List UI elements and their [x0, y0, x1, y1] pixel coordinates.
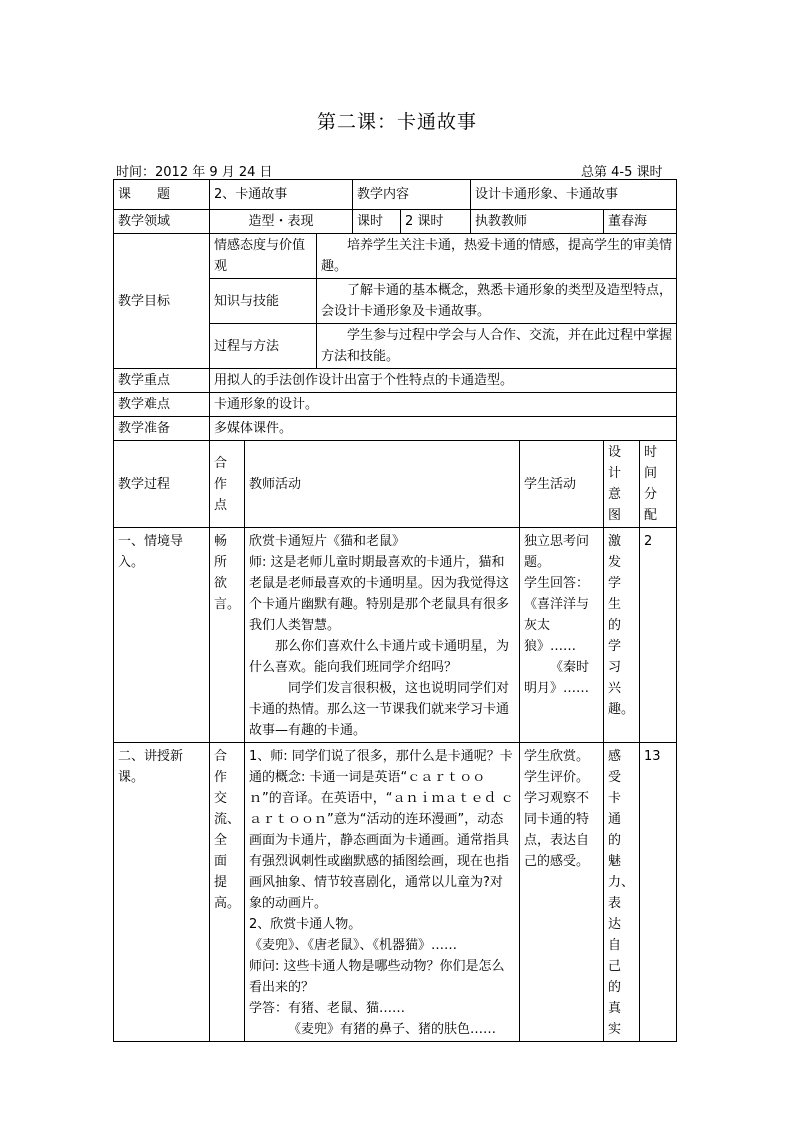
focus-value: 用拟人的手法创作设计出富于个性特点的卡通造型。 — [210, 369, 677, 393]
field-value: 造型・表现 — [210, 210, 353, 234]
teacher-value: 董春海 — [604, 210, 677, 234]
goal-name: 知识与技能 — [210, 279, 317, 324]
stage-name: 二、讲授新课。 — [114, 743, 210, 1042]
process-header-row — [114, 441, 677, 528]
stage-teacher-activity: 1、师: 同学们说了很多，那什么是卡通呢？卡通的概念: 卡通一词是英语“ｃａｒｔｏｏｎ”的音译。在英语中，“ａｎｉｍａｔｅｄ ｃａｒｔｏｏｎ”意为“活动的连环漫画”，动态画面为卡通片，静态画面为卡通画。通常指具有强烈讽刺性或幽默感的插图绘画，现在也指画风抽象、情节较喜剧化，通常以儿童为?对象的动画片。 2、欣赏卡通人物。 《麦兜》、《唐老鼠》、《机器猫》…… 师问: 这些卡通人物是哪些动物？你们是怎么看出来的？ 学答：有猪、老鼠、猫…… 《麦兜》有猪的鼻子、猪的肤色…… — [245, 743, 520, 1042]
lesson-total-hours: 总第 4-5 课时 — [581, 165, 663, 180]
student-activity-header: 学生活动 — [520, 441, 604, 528]
stage-coop: 合作交流、全面提高。 — [210, 743, 245, 1042]
row-difficulty — [114, 393, 677, 417]
focus-label: 教学重点 — [114, 369, 210, 393]
goal-text: 了解卡通的基本概念，熟悉卡通形象的类型及造型特点，会设计卡通形象及卡通故事。 — [317, 279, 677, 324]
content-label: 教学内容 — [353, 180, 471, 210]
stage-student-activity: 独立思考问题。 学生回答：《喜洋洋与灰太狼》…… 《秦时明月》…… — [520, 528, 604, 743]
prep-label: 教学准备 — [114, 417, 210, 441]
content-value: 设计卡通形象、卡通故事 — [471, 180, 677, 210]
field-label: 教学领域 — [114, 210, 210, 234]
goal-name: 情感态度与价值观 — [210, 234, 317, 279]
stage-coop: 畅所欲言。 — [210, 528, 245, 743]
stage-intent: 感受卡通的魅力、表达自己的真实 — [604, 743, 640, 1042]
row-prep — [114, 417, 677, 441]
goal-text: 学生参与过程中学会与人合作、交流，并在此过程中掌握方法和技能。 — [317, 324, 677, 369]
intent-header: 设计意图 — [604, 441, 640, 528]
stage-intent: 激发学生的学习兴趣。 — [604, 528, 640, 743]
lesson-date: 时间：2012 年 9 月 24 日 — [116, 165, 273, 180]
prep-value: 多媒体课件。 — [210, 417, 677, 441]
topic-value: 2、卡通故事 — [210, 180, 353, 210]
row-topic — [114, 180, 677, 210]
stage-time: 2 — [640, 528, 677, 743]
stage-student-activity: 学生欣赏。 学生评价。 学习观察不同卡通的特点，表达自己的感受。 — [520, 743, 604, 1042]
lesson-plan-table — [113, 179, 676, 1037]
hours-label: 课时 — [353, 210, 401, 234]
process-label: 教学过程 — [114, 441, 210, 528]
goal-row — [114, 234, 677, 279]
stage-row — [114, 743, 677, 1042]
page-title: 第二课：卡通故事 — [316, 111, 477, 133]
stage-time: 13 — [640, 743, 677, 1042]
goals-label: 教学目标 — [114, 234, 210, 369]
topic-label: 课 题 — [114, 180, 210, 210]
difficulty-label: 教学难点 — [114, 393, 210, 417]
teacher-label: 执教教师 — [471, 210, 604, 234]
goal-name: 过程与方法 — [210, 324, 317, 369]
row-field — [114, 210, 677, 234]
row-focus — [114, 369, 677, 393]
stage-row — [114, 528, 677, 743]
stage-name: 一、情境导入。 — [114, 528, 210, 743]
goal-text: 培养学生关注卡通，热爱卡通的情感，提高学生的审美情趣。 — [317, 234, 677, 279]
hours-value: 2 课时 — [401, 210, 471, 234]
coop-header: 合作点 — [210, 441, 245, 528]
time-header: 时间分配 — [640, 441, 677, 528]
difficulty-value: 卡通形象的设计。 — [210, 393, 677, 417]
teacher-activity-header: 教师活动 — [245, 441, 520, 528]
stage-teacher-activity: 欣赏卡通短片《猫和老鼠》 师: 这是老师儿童时期最喜欢的卡通片，猫和老鼠是老师最喜欢的卡通明星。因为我觉得这个卡通片幽默有趣。特别是那个老鼠具有很多我们人类智慧。 那么你们喜欢什么卡通片或卡通明星，为什么喜欢。能向我们班同学介绍吗？ 同学们发言很积极，这也说明同学们对卡通的热情。那么这一节课我们就来学习卡通故事—有趣的卡通。 — [245, 528, 520, 743]
